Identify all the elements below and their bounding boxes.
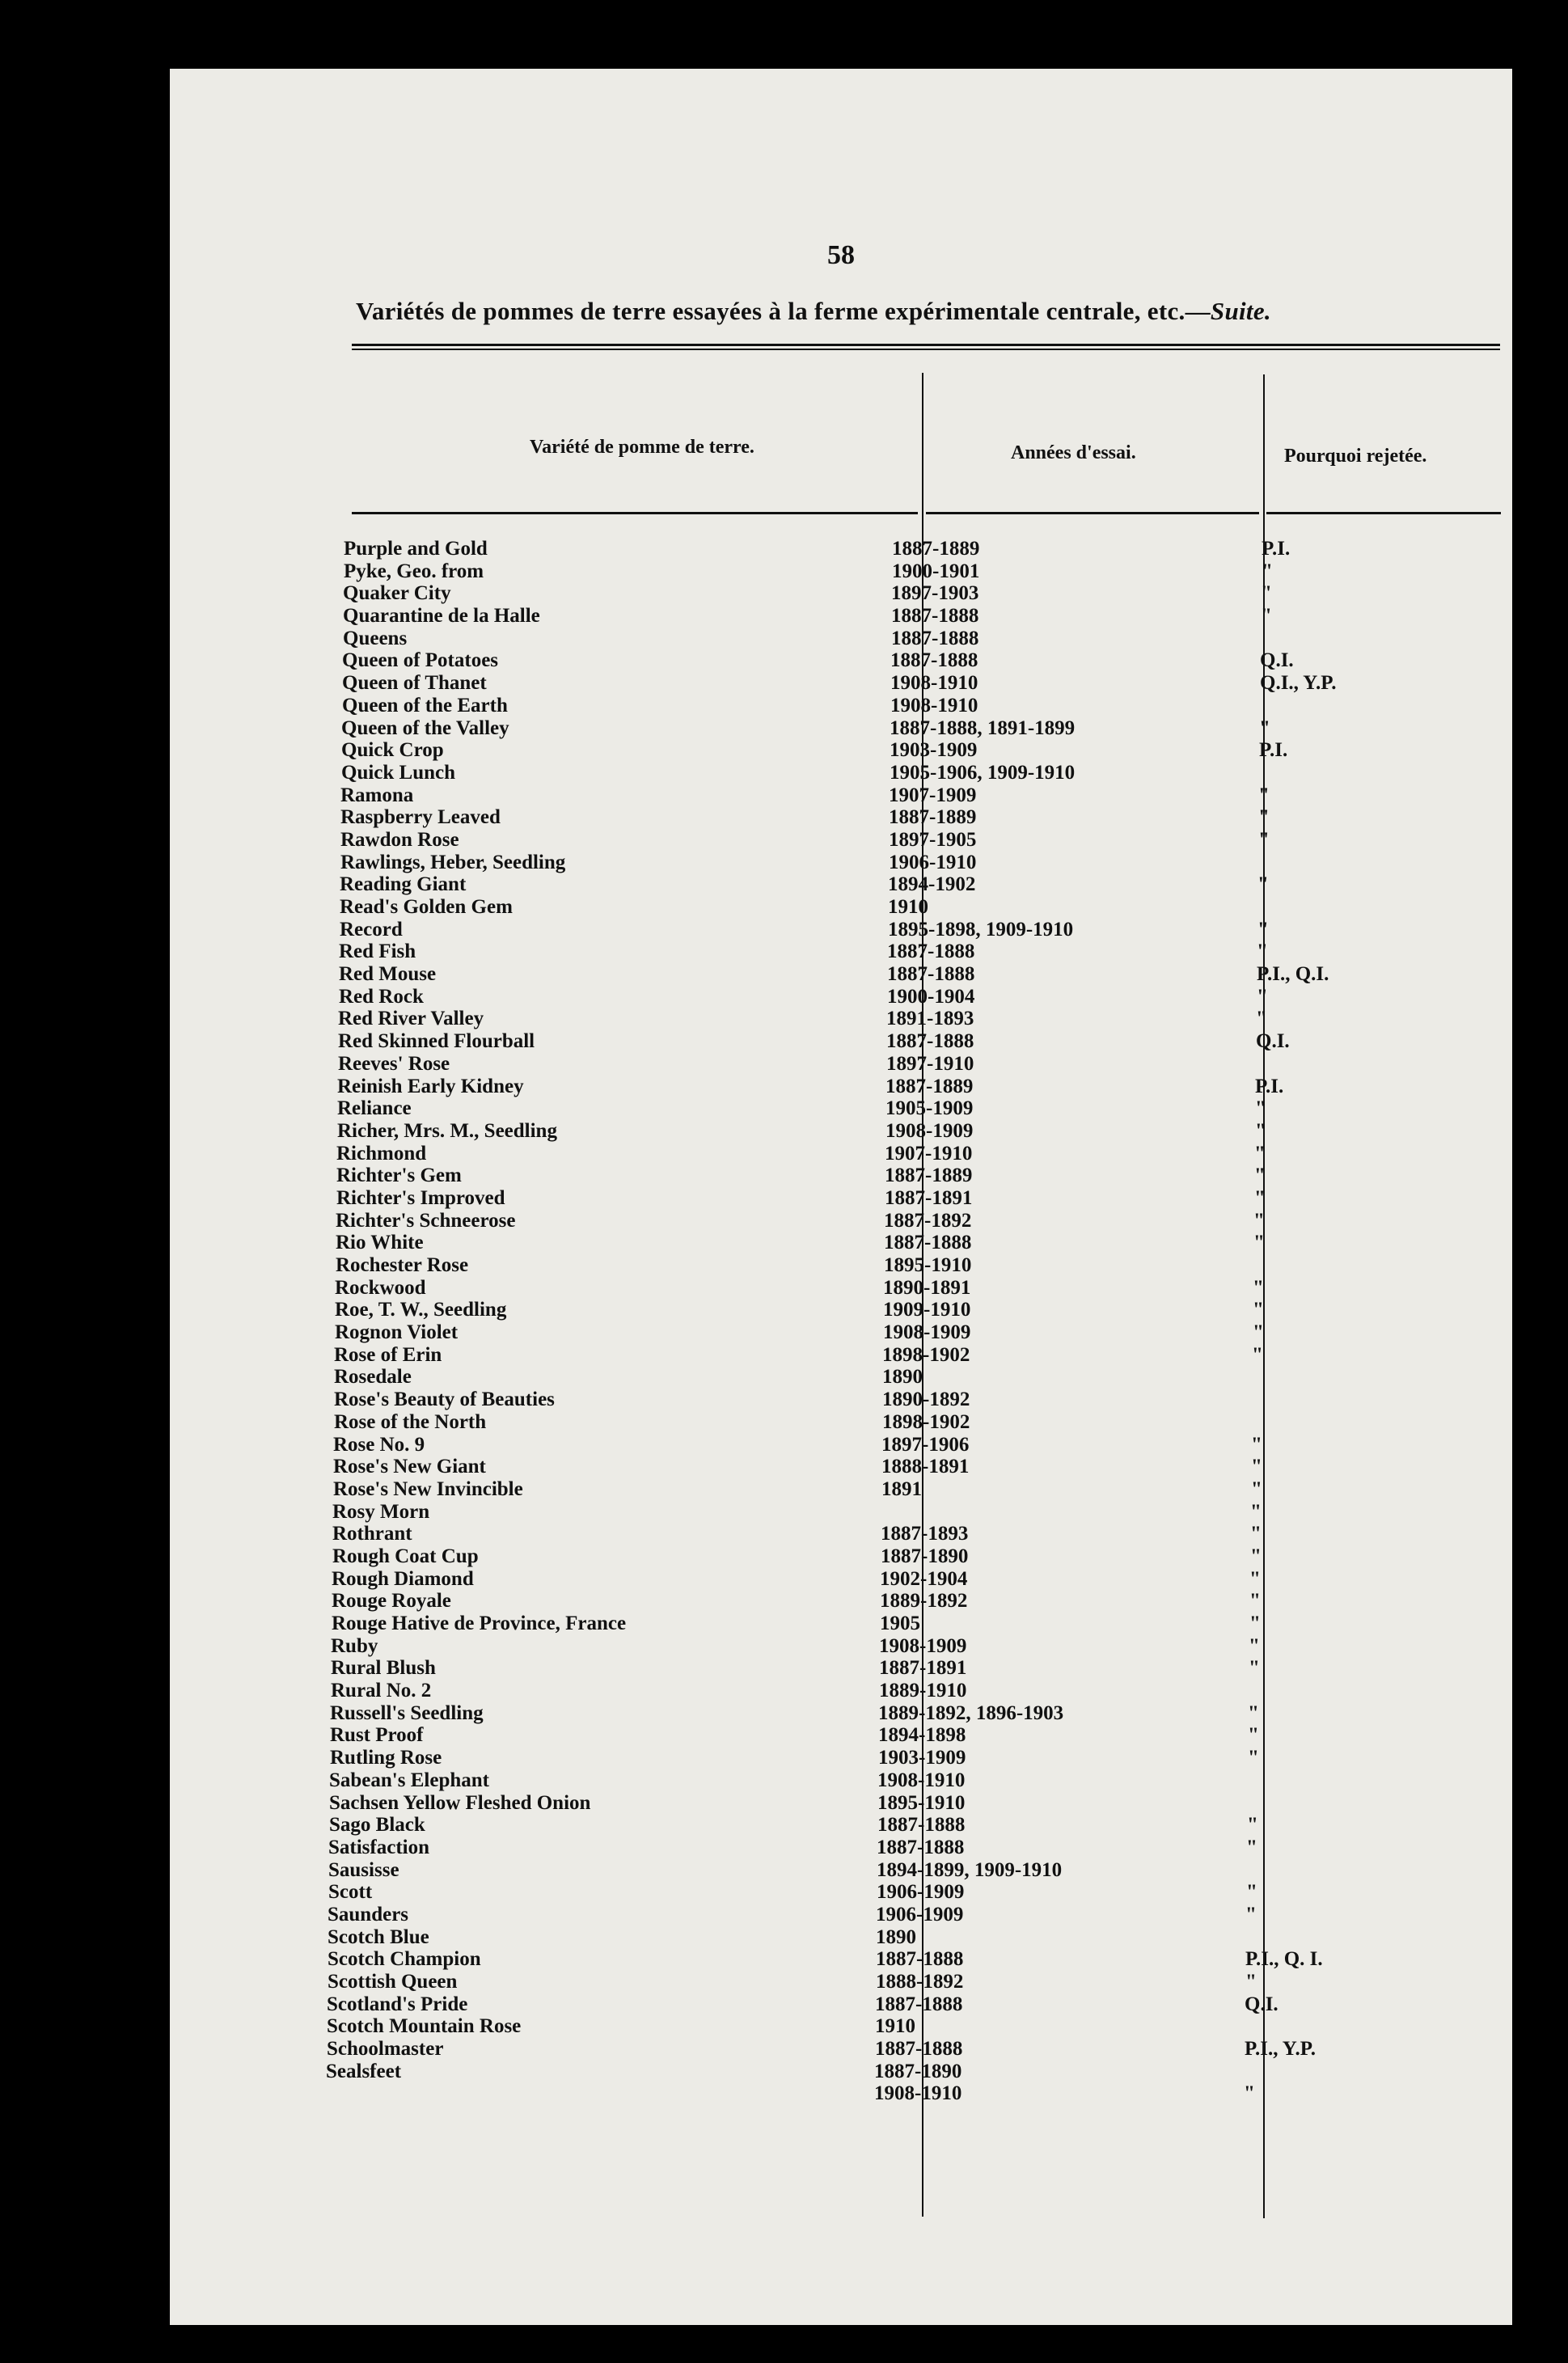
cell-reason: P.I., Q.I.	[1257, 963, 1329, 986]
cell-variety: Roe, T. W., Seedling	[335, 1299, 507, 1321]
table-row	[170, 784, 1512, 807]
cell-variety: Quaker City	[343, 582, 451, 605]
cell-variety: Quarantine de la Halle	[343, 605, 540, 628]
cell-variety: Richter's Gem	[336, 1165, 462, 1187]
cell-reason: "	[1261, 605, 1272, 628]
cell-years: 1887-1888	[876, 1948, 964, 1971]
cell-years: 1908-1910	[874, 2082, 962, 2105]
cell-variety: Rutling Rose	[330, 1747, 442, 1769]
cell-years: 1889-1892	[880, 1590, 968, 1613]
cell-years: 1887-1888	[875, 2038, 963, 2061]
table-row	[170, 1747, 1512, 1769]
cell-variety: Rural No. 2	[331, 1680, 432, 1702]
cell-years: 1906-1909	[877, 1881, 965, 1904]
cell-variety: Rouge Hative de Province, France	[332, 1613, 627, 1634]
cell-variety: Rose's New Invincible	[333, 1477, 523, 1500]
cell-variety: Queen of Potatoes	[342, 649, 499, 672]
cell-years: 1887-1888	[887, 963, 975, 986]
cell-reason: "	[1253, 1232, 1265, 1254]
cell-variety: Scott	[328, 1881, 373, 1904]
cell-reason: "	[1250, 1545, 1262, 1567]
table-row	[170, 1254, 1512, 1277]
cell-variety: Ruby	[331, 1634, 378, 1657]
table-row	[170, 1434, 1512, 1456]
table-row	[170, 1501, 1512, 1524]
cell-reason: P.I.	[1255, 1075, 1284, 1097]
cell-variety: Scotch Blue	[328, 1925, 429, 1948]
table-row	[170, 1344, 1512, 1367]
cell-years: 1900-1904	[887, 985, 975, 1008]
cell-reason: "	[1253, 1209, 1265, 1232]
cell-variety: Reading Giant	[340, 873, 467, 896]
cell-variety: Queen of the Earth	[342, 694, 508, 717]
table-row	[170, 1411, 1512, 1434]
cell-reason: "	[1251, 1433, 1262, 1456]
table-row	[170, 941, 1512, 963]
table-row	[170, 1769, 1512, 1792]
cell-variety: Sealsfeet	[326, 2060, 402, 2082]
cell-reason: "	[1249, 1567, 1261, 1590]
header-rule-reason	[1266, 512, 1501, 514]
table-row	[170, 1993, 1512, 2016]
cell-years: 1891-1893	[886, 1008, 974, 1030]
cell-reason: Q.I., Y.P.	[1260, 672, 1337, 695]
table-row	[170, 1097, 1512, 1120]
table-row	[170, 1187, 1512, 1210]
cell-years: 1898-1902	[882, 1410, 970, 1433]
table-row	[170, 717, 1512, 740]
cell-variety: Rawlings, Heber, Seedling	[340, 851, 566, 873]
cell-variety: Quick Lunch	[341, 761, 456, 784]
cell-years: 1890-1892	[882, 1389, 970, 1411]
cell-reason: "	[1248, 1724, 1259, 1747]
cell-reason: "	[1255, 1119, 1266, 1142]
cell-variety: Queen of the Valley	[341, 717, 509, 739]
cell-years: 1887-1888	[877, 1836, 965, 1858]
cell-years: 1887-1889	[892, 538, 980, 560]
cell-reason: "	[1262, 560, 1273, 582]
cell-years: 1897-1905	[889, 828, 977, 851]
table-row	[170, 1389, 1512, 1411]
cell-years: 1905	[880, 1613, 920, 1634]
cell-reason: P.I., Y.P.	[1245, 2038, 1317, 2061]
cell-variety: Rose's New Giant	[333, 1456, 486, 1478]
cell-years: 1910	[888, 896, 928, 918]
cell-years: 1908-1910	[890, 694, 978, 717]
cell-years: 1905-1906, 1909-1910	[890, 761, 1076, 784]
cell-years: 1895-1898, 1909-1910	[888, 918, 1074, 941]
cell-variety: Schoolmaster	[327, 2038, 444, 2061]
cell-reason: "	[1253, 1276, 1264, 1299]
table-row	[170, 1299, 1512, 1321]
table-row	[170, 1210, 1512, 1232]
table-row	[170, 896, 1512, 919]
table-row	[170, 986, 1512, 1008]
cell-years: 1908-1909	[885, 1119, 974, 1142]
table-row	[170, 2061, 1512, 2083]
table-row	[170, 1814, 1512, 1837]
cell-reason: "	[1258, 784, 1270, 806]
cell-reason: "	[1246, 1881, 1257, 1904]
cell-reason: "	[1257, 873, 1269, 896]
document-page	[170, 69, 1512, 2325]
cell-variety: Ramona	[340, 784, 414, 806]
table-row	[170, 1321, 1512, 1344]
cell-reason: "	[1250, 1500, 1262, 1523]
cell-years: 1887-1890	[874, 2060, 962, 2082]
cell-years: 1890-1891	[883, 1276, 971, 1299]
cell-variety: Rockwood	[335, 1276, 426, 1299]
cell-variety: Queen of Thanet	[342, 672, 487, 695]
cell-years: 1907-1910	[885, 1142, 973, 1165]
cell-reason: "	[1252, 1343, 1263, 1366]
table-row	[170, 1837, 1512, 1859]
table-row	[170, 2038, 1512, 2061]
cell-variety: Purple and Gold	[344, 538, 488, 560]
cell-variety: Sausisse	[328, 1858, 399, 1881]
cell-variety: Red River Valley	[338, 1008, 484, 1030]
cell-reason: P.I.	[1262, 538, 1291, 560]
cell-years: 1895-1910	[884, 1254, 972, 1276]
cell-reason: "	[1245, 1903, 1257, 1925]
table-row	[170, 605, 1512, 628]
cell-years: 1895-1910	[877, 1791, 966, 1814]
cell-reason: "	[1254, 1186, 1266, 1209]
cell-years: 1887-1891	[879, 1657, 967, 1680]
table-row	[170, 1680, 1512, 1702]
table-row	[170, 963, 1512, 986]
table-row	[170, 628, 1512, 650]
column-header-reason: Pourquoi rejetée.	[1284, 446, 1427, 467]
caption-rule-top	[352, 344, 1500, 346]
cell-variety: Red Mouse	[339, 963, 437, 986]
table-row	[170, 919, 1512, 941]
cell-years: 1903-1909	[878, 1747, 966, 1769]
table-row	[170, 649, 1512, 672]
table-row	[170, 1904, 1512, 1926]
cell-variety: Sago Black	[329, 1814, 425, 1837]
table-row	[170, 1568, 1512, 1591]
cell-years: 1910	[875, 2015, 915, 2038]
cell-years: 1887-1888	[890, 649, 978, 672]
cell-years: 1900-1901	[892, 560, 980, 582]
cell-variety: Rose of the North	[334, 1410, 487, 1433]
cell-years: 1887-1889	[885, 1165, 973, 1187]
cell-years: 1903-1909	[890, 739, 978, 762]
table-row	[170, 1366, 1512, 1389]
table-row	[170, 560, 1512, 583]
cell-years: 1890	[876, 1925, 916, 1948]
header-rule-variety	[352, 512, 918, 514]
table-row	[170, 1076, 1512, 1098]
column-header-variety: Variété de pomme de terre.	[530, 437, 754, 458]
table-row	[170, 1523, 1512, 1545]
table-row	[170, 1971, 1512, 1993]
table-row	[170, 1948, 1512, 1971]
table-row	[170, 1120, 1512, 1143]
page-number: 58	[827, 240, 855, 270]
cell-variety: Quick Crop	[341, 739, 444, 762]
cell-years: 1897-1906	[881, 1433, 970, 1456]
cell-reason: "	[1249, 1657, 1260, 1680]
table-row	[170, 538, 1512, 560]
table-row	[170, 762, 1512, 784]
cell-variety: Richter's Schneerose	[336, 1209, 516, 1232]
cell-years: 1907-1909	[889, 784, 977, 806]
table-row	[170, 806, 1512, 829]
cell-years: 1887-1893	[881, 1523, 969, 1545]
table-row	[170, 582, 1512, 605]
cell-reason: "	[1247, 1814, 1258, 1837]
cell-reason: "	[1256, 1008, 1267, 1030]
cell-years: 1908-1910	[877, 1769, 966, 1791]
cell-variety: Red Skinned Flourball	[338, 1030, 535, 1053]
cell-years: 1887-1888	[884, 1232, 972, 1254]
cell-variety: Record	[340, 918, 403, 941]
cell-years: 1894-1898	[878, 1724, 966, 1747]
cell-variety: Scotland's Pride	[327, 1993, 468, 2015]
table-row	[170, 1008, 1512, 1030]
cell-reason: "	[1244, 2082, 1255, 2105]
table-row	[170, 1590, 1512, 1613]
cell-variety: Rose's Beauty of Beauties	[334, 1389, 555, 1411]
cell-variety: Rose of Erin	[334, 1343, 442, 1366]
cell-years: 1908-1909	[879, 1634, 967, 1657]
cell-variety: Reinish Early Kidney	[337, 1075, 524, 1097]
cell-reason: "	[1249, 1613, 1261, 1634]
caption-rule-bottom	[352, 349, 1500, 350]
cell-variety: Rouge Royale	[332, 1590, 451, 1613]
cell-variety: Rough Diamond	[332, 1567, 474, 1590]
cell-reason: "	[1251, 1456, 1262, 1478]
cell-variety: Reeves' Rose	[338, 1052, 450, 1075]
cell-reason: "	[1246, 1836, 1257, 1858]
cell-reason: "	[1261, 582, 1272, 605]
cell-years: 1887-1888	[891, 627, 979, 649]
table-row	[170, 695, 1512, 717]
cell-years: 1887-1888, 1891-1899	[890, 717, 1076, 739]
table-row	[170, 1232, 1512, 1254]
cell-variety: Richmond	[336, 1142, 427, 1165]
cell-reason: "	[1251, 1477, 1262, 1500]
cell-years: 1887-1892	[884, 1209, 972, 1232]
cell-reason: "	[1253, 1299, 1264, 1321]
cell-years: 1887-1891	[885, 1186, 973, 1209]
cell-years: 1887-1888	[877, 1814, 966, 1837]
cell-years: 1887-1889	[885, 1075, 974, 1097]
cell-variety: Satisfaction	[328, 1836, 429, 1858]
table-row	[170, 1635, 1512, 1658]
cell-variety: Rothrant	[332, 1523, 412, 1545]
table-row	[170, 2082, 1512, 2105]
cell-variety: Sachsen Yellow Fleshed Onion	[329, 1791, 591, 1814]
cell-years: 1908-1910	[890, 672, 978, 695]
cell-reason: Q.I.	[1260, 649, 1294, 672]
cell-variety: Rose No. 9	[333, 1433, 425, 1456]
table-row	[170, 1165, 1512, 1187]
cell-reason: "	[1258, 806, 1270, 829]
table-row	[170, 1613, 1512, 1635]
table-row	[170, 1859, 1512, 1882]
cell-reason: "	[1249, 1634, 1260, 1657]
cell-years: 1887-1888	[886, 1030, 974, 1053]
cell-reason: P.I., Q. I.	[1245, 1948, 1323, 1971]
cell-variety: Pyke, Geo. from	[344, 560, 484, 582]
cell-reason: "	[1259, 717, 1270, 739]
cell-years: 1894-1902	[888, 873, 976, 896]
cell-variety: Rawdon Rose	[340, 828, 459, 851]
cell-years: 1887-1888	[875, 1993, 963, 2015]
cell-variety: Rough Coat Cup	[332, 1545, 479, 1567]
cell-variety: Russell's Seedling	[330, 1701, 484, 1724]
cell-years: 1902-1904	[880, 1567, 968, 1590]
cell-years: 1897-1910	[886, 1052, 974, 1075]
table-row	[170, 2015, 1512, 2038]
table-row	[170, 1545, 1512, 1568]
cell-reason: "	[1257, 941, 1268, 963]
cell-reason: P.I.	[1259, 739, 1288, 762]
cell-years: 1887-1888	[887, 941, 975, 963]
cell-variety: Rio White	[336, 1232, 424, 1254]
cell-years: 1894-1899, 1909-1910	[877, 1858, 1063, 1881]
cell-variety: Rural Blush	[331, 1657, 436, 1680]
cell-variety: Rosy Morn	[332, 1500, 430, 1523]
cell-reason: "	[1257, 918, 1269, 941]
cell-variety: Richer, Mrs. M., Seedling	[337, 1119, 557, 1142]
cell-years: 1906-1909	[876, 1903, 964, 1925]
caption-text: Variétés de pommes de terre essayées à la ferme expérimentale centrale, etc.—	[356, 297, 1211, 325]
table-row	[170, 1881, 1512, 1904]
cell-variety: Scotch Mountain Rose	[327, 2015, 522, 2038]
cell-reason: "	[1255, 1097, 1266, 1120]
cell-reason: "	[1253, 1321, 1264, 1344]
cell-years: 1908-1909	[883, 1321, 971, 1344]
cell-years: 1909-1910	[883, 1299, 971, 1321]
cell-years: 1888-1892	[876, 1971, 964, 1993]
cell-years: 1889-1910	[879, 1680, 967, 1702]
cell-years: 1888-1891	[881, 1456, 970, 1478]
cell-reason: "	[1254, 1165, 1266, 1187]
table-row	[170, 1030, 1512, 1053]
cell-years: 1906-1910	[889, 851, 977, 873]
table-row	[170, 1053, 1512, 1076]
table-row	[170, 739, 1512, 762]
cell-reason: Q.I.	[1256, 1030, 1290, 1053]
cell-years: 1905-1909	[885, 1097, 974, 1120]
table-row	[170, 873, 1512, 896]
cell-variety: Red Fish	[339, 941, 416, 963]
cell-reason: "	[1248, 1747, 1259, 1769]
table-row	[170, 1143, 1512, 1165]
table-row	[170, 852, 1512, 874]
table-body	[170, 538, 1512, 2105]
cell-variety: Raspberry Leaved	[340, 806, 501, 829]
cell-variety: Rochester Rose	[336, 1254, 469, 1276]
cell-variety: Queens	[343, 627, 408, 649]
cell-variety: Rosedale	[334, 1366, 412, 1389]
cell-years: 1897-1903	[891, 582, 979, 605]
table-row	[170, 1456, 1512, 1478]
cell-reason: "	[1245, 1971, 1257, 1993]
header-rule-years	[926, 512, 1259, 514]
table-row	[170, 1702, 1512, 1725]
table-row	[170, 1926, 1512, 1949]
table-row	[170, 829, 1512, 852]
caption-suite: Suite.	[1210, 297, 1271, 325]
cell-years: 1887-1889	[889, 806, 977, 829]
cell-reason: "	[1254, 1142, 1266, 1165]
cell-variety: Saunders	[328, 1903, 409, 1925]
cell-reason: "	[1248, 1701, 1259, 1724]
cell-years: 1887-1888	[891, 605, 979, 628]
table-row	[170, 1792, 1512, 1815]
table-row	[170, 1478, 1512, 1501]
cell-years: 1887-1890	[881, 1545, 969, 1567]
cell-reason: "	[1258, 828, 1270, 851]
cell-variety: Richter's Improved	[336, 1186, 505, 1209]
cell-years: 1889-1892, 1896-1903	[878, 1701, 1064, 1724]
table-row	[170, 1657, 1512, 1680]
table-caption	[356, 297, 1568, 326]
cell-years: 1890	[882, 1366, 923, 1389]
cell-variety: Red Rock	[339, 985, 424, 1008]
cell-variety: Sabean's Elephant	[329, 1769, 489, 1791]
cell-variety: Scottish Queen	[328, 1971, 458, 1993]
cell-reason: "	[1250, 1523, 1262, 1545]
cell-reason: "	[1249, 1590, 1261, 1613]
table-row	[170, 1724, 1512, 1747]
cell-reason: Q.I.	[1245, 1993, 1278, 2015]
column-header-years: Années d'essai.	[1011, 442, 1136, 463]
cell-reason: "	[1257, 985, 1268, 1008]
cell-variety: Rust Proof	[330, 1724, 424, 1747]
table-row	[170, 1277, 1512, 1300]
cell-years: 1898-1902	[882, 1343, 970, 1366]
cell-variety: Read's Golden Gem	[340, 896, 513, 918]
cell-years: 1891	[881, 1477, 922, 1500]
cell-variety: Rognon Violet	[335, 1321, 459, 1344]
table-row	[170, 672, 1512, 695]
cell-variety: Scotch Champion	[328, 1948, 481, 1971]
cell-variety: Reliance	[337, 1097, 412, 1120]
